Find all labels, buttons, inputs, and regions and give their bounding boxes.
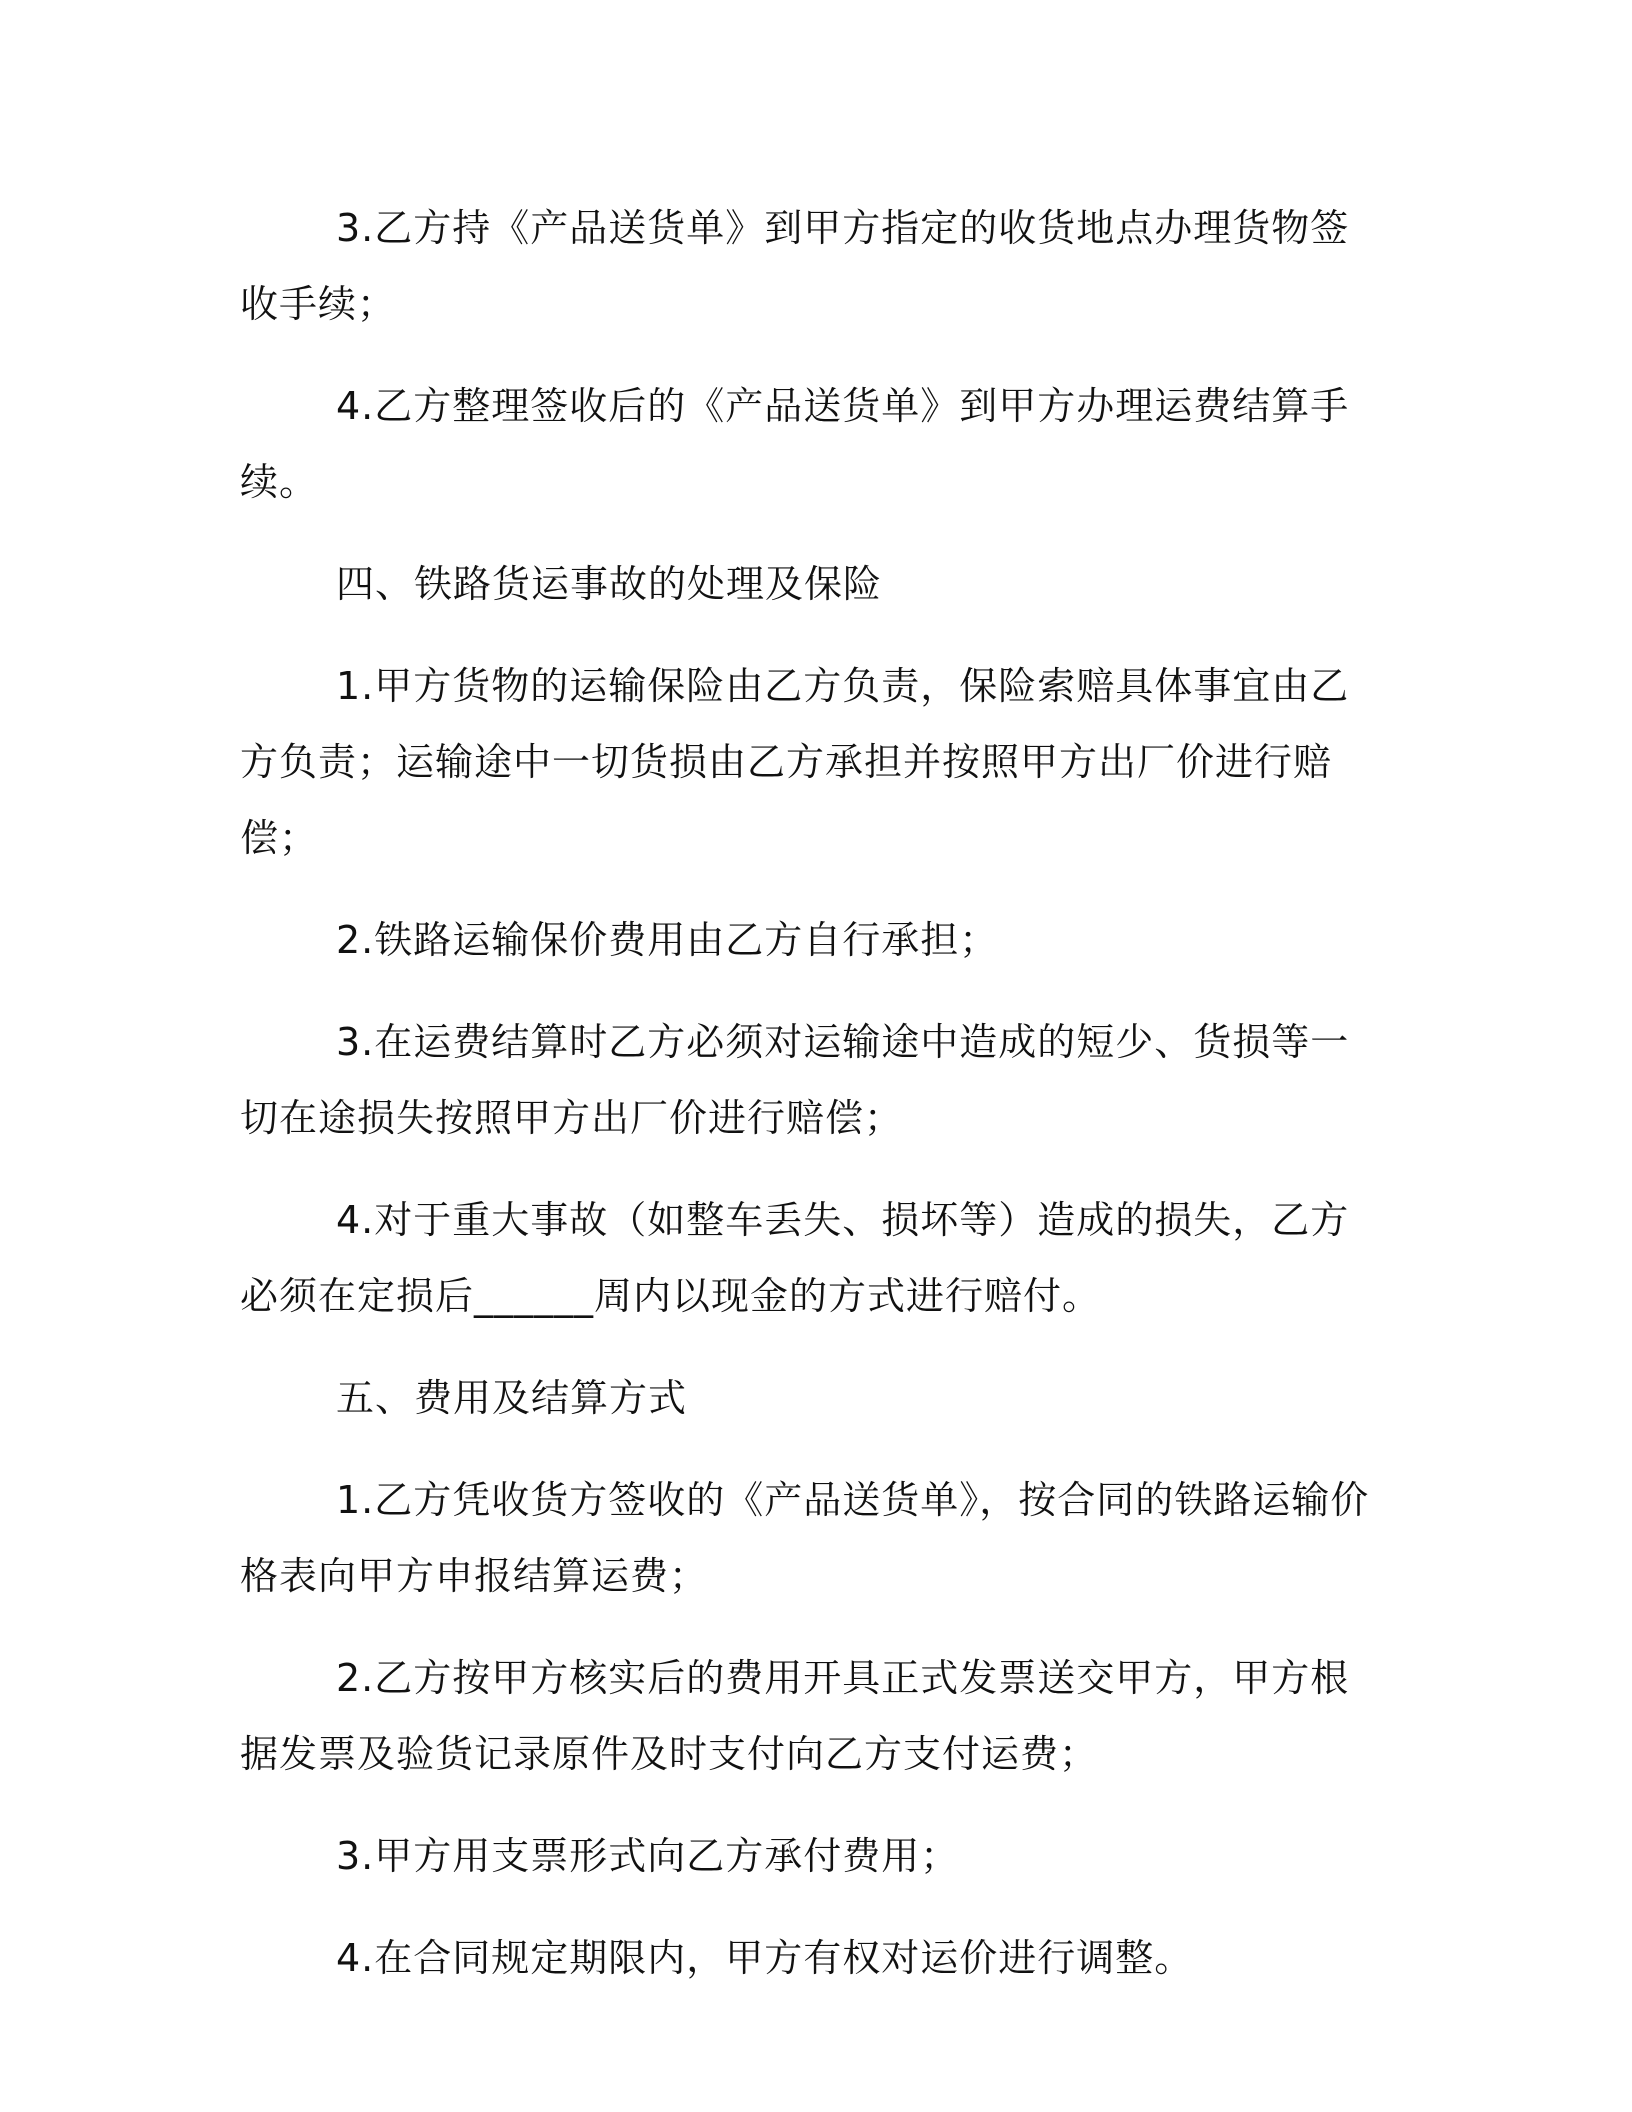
- clause-2-invoice-payment: 2.乙方按甲方核实后的费用开具正式发票送交甲方，甲方根据发票及验货记录原件及时支付向乙方支付运费；: [240, 1656, 1350, 1776]
- clause-2-declared-value-fee: 2.铁路运输保价费用由乙方自行承担；: [336, 918, 999, 962]
- section-heading-fees-settlement: 五、费用及结算方式: [336, 1376, 688, 1420]
- clause-3-delivery-signoff: 3.乙方持《产品送货单》到甲方指定的收货地点办理货物签收手续；: [240, 206, 1350, 326]
- clause-3-cheque-payment: 3.甲方用支票形式向乙方承付费用；: [336, 1834, 960, 1878]
- document-page: [240, 190, 1370, 1996]
- clause-3-transit-loss: 3.在运费结算时乙方必须对运输途中造成的短少、货损等一切在途损失按照甲方出厂价进行赔偿；: [240, 1020, 1350, 1140]
- clause-4-price-adjustment: 4.在合同规定期限内，甲方有权对运价进行调整。: [336, 1936, 1194, 1980]
- section-heading-accidents-insurance: 四、铁路货运事故的处理及保险: [336, 562, 883, 606]
- clause-4-freight-settlement: 4.乙方整理签收后的《产品送货单》到甲方办理运费结算手续。: [240, 384, 1350, 504]
- clause-1-freight-claim: 1.乙方凭收货方签收的《产品送货单》，按合同的铁路运输价格表向甲方申报结算运费；: [240, 1478, 1370, 1598]
- clause-4-major-accident: 4.对于重大事故（如整车丢失、损坏等）造成的损失，乙方必须在定损后______周内以现金的方式进行赔付。: [240, 1198, 1350, 1318]
- clause-1-insurance: 1.甲方货物的运输保险由乙方负责，保险索赔具体事宜由乙方负责；运输途中一切货损由乙方承担并按照甲方出厂价进行赔偿；: [240, 664, 1350, 860]
